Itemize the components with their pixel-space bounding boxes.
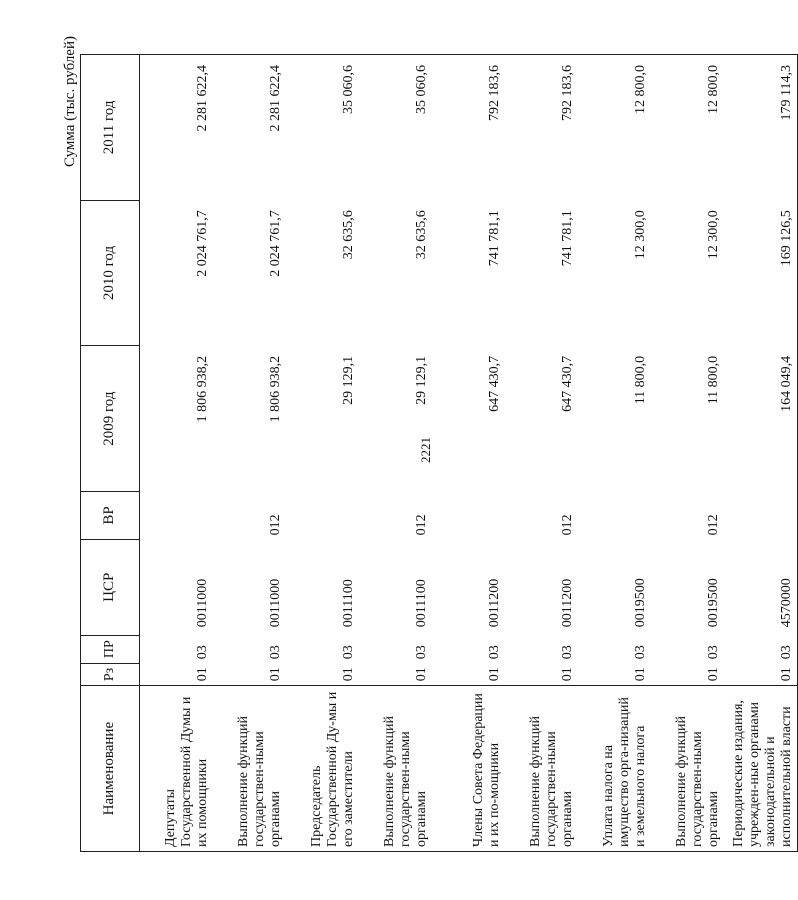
table-row — [213, 55, 286, 852]
cell-csr: 0011100 — [340, 579, 356, 628]
cell-2011: 179 114,3 — [724, 55, 798, 201]
cell-name: Выполнение функций государствен-ными органами — [213, 686, 286, 852]
table-row — [140, 55, 214, 852]
cell-pr: 03 — [194, 645, 210, 660]
cell-rz: 01 — [340, 667, 356, 682]
cell-2011: 2 281 622,4 — [213, 55, 286, 201]
cell-2011: 35 060,6 — [359, 55, 432, 201]
cell-csr: 0019500 — [705, 578, 721, 628]
header-2010: 2010 год — [81, 200, 140, 346]
cell-rz: 01 — [194, 667, 210, 682]
cell-name: Члены Совета Федерации и их по-мощники — [432, 686, 505, 852]
cell-2009: 647 430,7 — [559, 355, 575, 412]
units-label: Сумма (тыс. рублей) — [62, 36, 78, 168]
cell-2009: 1 806 938,2 — [267, 355, 283, 423]
cell-rz: 01 — [632, 667, 648, 682]
header-vr: ВР — [81, 491, 140, 539]
cell-2009: 11 800,0 — [632, 355, 648, 405]
cell-csr: 0011200 — [559, 578, 575, 628]
cell-name: Депутаты Государственной Думы и их помощники — [140, 686, 214, 852]
cell-pr: 03 — [632, 645, 648, 660]
table-row — [578, 55, 651, 852]
table-header-row — [81, 55, 140, 852]
cell-rz: 01 — [267, 667, 283, 682]
cell-rz: 01 — [413, 667, 429, 682]
cell-name: Уплата налога на имущество орга-низаций и земельного налога — [578, 686, 651, 852]
header-rz: Рз — [81, 663, 140, 686]
cell-vr — [432, 491, 505, 539]
cell-2011: 792 183,6 — [432, 55, 505, 201]
cell-vr — [578, 491, 651, 539]
cell-2010: 741 781,1 — [486, 210, 502, 267]
cell-rz: 01 — [486, 667, 502, 682]
cell-2009: 11 800,0 — [705, 355, 721, 405]
cell-name: Председатель Государственной Ду-мы и его заместители — [286, 686, 359, 852]
cell-vr — [286, 491, 359, 539]
cell-csr: 0011100 — [413, 579, 429, 628]
cell-name: Выполнение функций государствен-ными органами — [359, 686, 432, 852]
header-name: Наименование — [81, 686, 140, 852]
cell-pr: 03 — [413, 645, 429, 660]
cell-2011: 35 060,6 — [286, 55, 359, 201]
cell-pr: 03 — [559, 645, 575, 660]
header-2009: 2009 год — [81, 346, 140, 492]
table-row — [286, 55, 359, 852]
cell-name: Периодические издания, учрежден-ные органами законодательной и исполнительной власти — [724, 686, 798, 852]
cell-2009: 164 049,4 — [724, 346, 798, 492]
cell-vr: 012 — [267, 514, 283, 536]
cell-2011: 792 183,6 — [505, 55, 578, 201]
table-row — [724, 55, 798, 852]
cell-2010: 12 300,0 — [632, 210, 648, 260]
cell-2010: 741 781,1 — [559, 210, 575, 267]
cell-csr: 4570000 — [724, 539, 798, 635]
page-number: 2221 — [418, 437, 433, 463]
cell-csr: 0011200 — [486, 578, 502, 628]
header-csr: ЦСР — [81, 539, 140, 635]
table-row — [359, 55, 432, 852]
cell-name: Выполнение функций государствен-ными органами — [505, 686, 578, 852]
header-pr: ПР — [81, 635, 140, 663]
cell-csr: 0019500 — [632, 578, 648, 628]
cell-pr: 03 — [267, 645, 283, 660]
cell-2011: 12 800,0 — [651, 55, 724, 201]
cell-2009: 647 430,7 — [486, 355, 502, 412]
cell-2010: 12 300,0 — [705, 210, 721, 260]
header-2011: 2011 год — [81, 55, 140, 201]
cell-2011: 2 281 622,4 — [140, 55, 214, 201]
cell-csr: 0011000 — [267, 578, 283, 628]
table-row — [432, 55, 505, 852]
table-row — [505, 55, 578, 852]
cell-vr — [724, 491, 798, 539]
cell-2009: 1 806 938,2 — [194, 355, 210, 423]
cell-2010: 32 635,6 — [340, 210, 356, 260]
cell-2010: 32 635,6 — [413, 210, 429, 260]
cell-2010: 2 024 761,7 — [267, 210, 283, 277]
cell-vr: 012 — [413, 514, 429, 536]
cell-name: Выполнение функций государствен-ными органами — [651, 686, 724, 852]
cell-pr: 03 — [724, 635, 798, 663]
cell-2011: 12 800,0 — [578, 55, 651, 201]
cell-pr: 03 — [340, 645, 356, 660]
cell-rz: 01 — [559, 667, 575, 682]
cell-2010: 2 024 761,7 — [194, 210, 210, 277]
cell-csr: 0011000 — [194, 578, 210, 628]
cell-2009: 29 129,1 — [413, 355, 429, 405]
cell-2009: 29 129,1 — [340, 355, 356, 405]
table-row — [651, 55, 724, 852]
cell-rz: 01 — [724, 663, 798, 686]
budget-table — [80, 54, 798, 852]
cell-vr: 012 — [559, 514, 575, 536]
cell-pr: 03 — [486, 645, 502, 660]
cell-pr: 03 — [705, 645, 721, 660]
cell-vr — [140, 491, 214, 539]
cell-2010: 169 126,5 — [724, 200, 798, 346]
cell-rz: 01 — [705, 667, 721, 682]
cell-vr: 012 — [705, 514, 721, 536]
